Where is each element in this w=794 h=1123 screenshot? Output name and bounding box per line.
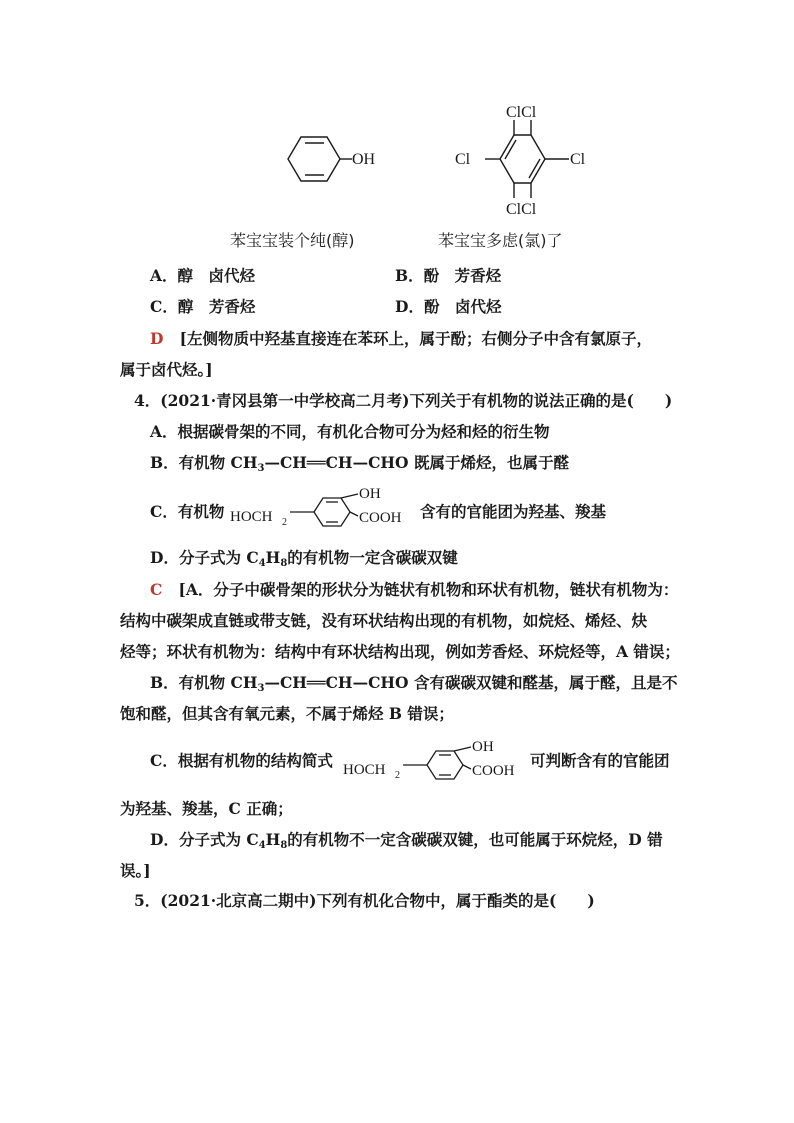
q4-option-c-structure <box>228 482 420 532</box>
tetrachlorobenzene-structure <box>452 98 602 222</box>
q4-explain-d-pre: D．分子式为 C <box>150 830 259 849</box>
q4-explanation-c-line-2: 为羟基、羧基，C 正确； <box>120 799 293 818</box>
q3-explanation-line-1 <box>150 327 652 351</box>
q4-explanation-b-line-1 <box>150 671 677 695</box>
struct-hoch-label-2: HOCH <box>343 762 386 778</box>
q4-explain-d-post: 的有机物不一定含碳碳双键，也可能属于环烷烃，D 错 <box>287 830 663 849</box>
q4-option-b <box>150 451 569 475</box>
q4-option-d-sub2: 8 <box>280 558 288 569</box>
struct-hoch-sub-2: 2 <box>395 770 400 781</box>
q4-explanation-c-post: 可判断含有的官能团 <box>530 751 670 770</box>
q3-option-c: C．醇 芳香烃 <box>150 297 256 316</box>
q4-explanation-d-line-1 <box>150 828 663 852</box>
q4-explanation-line-3: 烃等；环状有机物为：结构中有环状结构出现，例如芳香烃、环烷烃等，A 错误； <box>120 642 680 661</box>
q4-option-b-post: —CH══CH—CHO 既属于烯烃，也属于醛 <box>264 453 569 472</box>
struct-hoch-label: HOCH <box>230 509 273 525</box>
q4-option-a: A．根据碳骨架的不同，有机化合物可分为烃和烃的衍生物 <box>150 422 550 441</box>
q5-stem: 5．(2021·北京高二期中)下列有机化合物中，属于酯类的是( ) <box>134 891 595 910</box>
phenol-oh-label: OH <box>352 151 376 168</box>
q4-option-b-sub: 3 <box>257 463 265 474</box>
q4-option-d-sub1: 4 <box>258 558 266 569</box>
q4-explain-d-mid: H <box>265 830 281 849</box>
q4-option-c-post: 含有的官能团为羟基、羧基 <box>420 502 607 521</box>
q4-explain-d-sub1: 4 <box>258 840 266 851</box>
q4-answer: C <box>150 580 163 599</box>
q4-explain-b-pre: B．有机物 CH <box>150 673 258 692</box>
q4-option-d-pre: D．分子式为 C <box>150 548 259 567</box>
q4-stem: 4．(2021·青冈县第一中学校高二月考)下列关于有机物的说法正确的是( ) <box>134 391 673 410</box>
q3-option-d: D．酚 卤代烃 <box>395 297 502 316</box>
q4-explanation-line-2: 结构中碳架成直链或带支链，没有环状结构出现的有机物，如烷烃、烯烃、炔 <box>120 611 648 630</box>
q4-explain-b-sub: 3 <box>257 683 265 694</box>
struct-hoch-sub: 2 <box>282 517 287 528</box>
q3-option-a: A．醇 卤代烃 <box>150 266 256 285</box>
q4-explanation-d-line-2: 误。] <box>120 861 151 880</box>
chloro-label-top: ClCl <box>506 104 537 121</box>
q4-explain-text-1: [A．分子中碳骨架的形状分为链状有机物和环状有机物，链状有机物为： <box>178 580 679 599</box>
struct-cooh-label-2: COOH <box>472 763 515 779</box>
q4-option-d-mid: H <box>265 548 281 567</box>
q4-explanation-c-pre: C．根据有机物的结构简式 <box>150 751 333 770</box>
q4-option-d <box>150 546 458 570</box>
q3-explain-text-1: [左侧物质中羟基直接连在苯环上，属于酚；右侧分子中含有氯原子， <box>179 329 652 348</box>
phenol-structure <box>268 130 388 190</box>
struct-oh-label: OH <box>359 486 381 502</box>
q4-explain-b-post: —CH══CH—CHO 含有碳碳双键和醛基，属于醛，且是不 <box>264 673 678 692</box>
q3-explanation-line-2: 属于卤代烃。] <box>120 360 213 379</box>
q4-option-c-pre: C．有机物 <box>150 502 225 521</box>
q3-answer: D <box>150 329 164 348</box>
q3-option-b: B．酚 芳香烃 <box>395 266 502 285</box>
struct-cooh-label: COOH <box>359 510 402 526</box>
chloro-label-bottom: ClCl <box>506 201 537 218</box>
q4-explain-d-sub2: 8 <box>280 840 288 851</box>
q4-explanation-b-line-2: 饱和醛，但其含有氧元素，不属于烯烃 B 错误； <box>120 704 454 723</box>
q4-option-d-post: 的有机物一定含碳碳双键 <box>287 548 458 567</box>
struct-oh-label-2: OH <box>472 739 494 755</box>
chloro-label-left: Cl <box>455 151 471 168</box>
chloro-label-right: Cl <box>570 151 586 168</box>
q4-explanation-line-1 <box>150 578 678 602</box>
caption-chlorobenzene: 苯宝宝多虑(氯)了 <box>438 231 563 250</box>
q4-option-b-pre: B．有机物 CH <box>150 453 258 472</box>
caption-phenol: 苯宝宝装个纯(醇) <box>230 231 355 250</box>
q4-explanation-c-structure <box>341 735 533 785</box>
